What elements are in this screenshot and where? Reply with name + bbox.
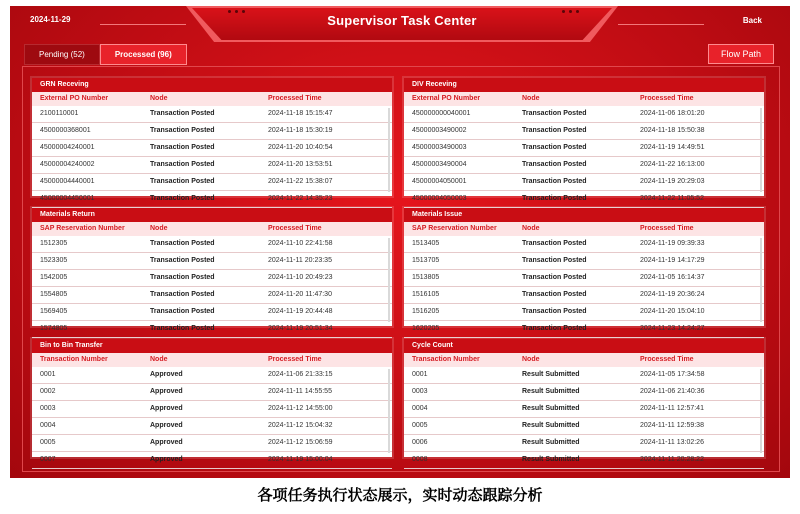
table-row[interactable] [404,452,764,469]
row-node: Result Submitted [522,388,580,395]
row-node: Transaction Posted [150,161,215,168]
panel-materials-return [32,208,392,332]
panel-bin-to-bin-transfer [32,339,392,463]
row-node: Transaction Posted [150,195,215,202]
row-time: 2024-11-19 14:49:51 [640,144,705,151]
row-id: 45000004050001 [412,178,467,185]
header-decoration-left [100,24,186,25]
column-headers [32,92,392,106]
row-id: 2100110001 [40,110,79,117]
row-id: 0008 [412,456,428,463]
column-header: External PO Number [40,95,109,102]
row-id: 0005 [412,422,428,429]
row-node: Transaction Posted [522,110,587,117]
row-node: Transaction Posted [522,161,587,168]
flow-path-button[interactable]: Flow Path [708,44,774,64]
table-row[interactable] [404,191,764,208]
column-header: SAP Reservation Number [412,225,497,232]
row-id: 0002 [40,388,56,395]
column-header: Processed Time [268,225,322,232]
row-node: Approved [150,371,183,378]
panel-scrollbar[interactable] [388,108,390,192]
row-node: Transaction Posted [150,274,215,281]
column-header: Processed Time [640,225,694,232]
row-id: 0006 [412,439,428,446]
row-node: Transaction Posted [150,178,215,185]
row-node: Transaction Posted [522,240,587,247]
row-node: Transaction Posted [522,195,587,202]
table-row[interactable] [32,367,392,384]
table-row[interactable] [404,287,764,304]
row-node: Transaction Posted [150,110,215,117]
row-id: 0003 [40,405,56,412]
row-time: 2024-11-22 11:05:52 [640,195,704,202]
column-header: Processed Time [640,95,694,102]
table-row[interactable] [32,157,392,174]
tab-pending[interactable]: Pending (52) [24,44,100,65]
current-date: 2024-11-29 [30,15,71,24]
row-id: 1513805 [412,274,440,281]
row-time: 2024-11-19 14:17:29 [640,257,705,264]
row-time: 2024-11-11 14:55:55 [268,388,332,395]
column-header: Node [522,356,540,363]
table-row[interactable] [404,253,764,270]
row-node: Transaction Posted [150,257,215,264]
column-header: Processed Time [268,95,322,102]
table-row[interactable] [404,140,764,157]
row-time: 2024-11-20 11:47:30 [268,291,332,298]
row-time: 2024-11-18 15:15:47 [268,110,333,117]
table-row[interactable] [32,106,392,123]
table-row[interactable] [404,106,764,123]
table-row[interactable] [32,236,392,253]
table-row[interactable] [32,304,392,321]
row-time: 2024-11-11 12:57:41 [640,405,704,412]
row-id: 1516205 [412,308,440,315]
row-node: Transaction Posted [522,257,587,264]
row-id: 1516105 [412,291,440,298]
row-id: 0004 [412,405,428,412]
row-time: 2024-11-20 15:04:10 [640,308,705,315]
table-row[interactable] [32,418,392,435]
panel-title: DIV Receving [404,78,764,92]
row-time: 2024-11-06 21:40:36 [640,388,705,395]
row-id: 450000000040001 [412,110,471,117]
panel-title: GRN Receving [32,78,392,92]
row-node: Transaction Posted [522,144,587,151]
row-id: 1512305 [40,240,68,247]
panel-scrollbar[interactable] [388,369,390,453]
table-row[interactable] [404,418,764,435]
panel-materials-issue [404,208,764,332]
panel-cycle-count [404,339,764,463]
row-time: 2024-11-20 13:53:51 [268,161,333,168]
column-headers [404,92,764,106]
row-id: 45000003490003 [412,144,467,151]
column-header: Transaction Number [40,356,108,363]
row-id: 45000004450001 [40,195,95,202]
row-time: 2024-11-05 17:34:58 [640,371,705,378]
status-tabs [24,44,187,65]
column-header: Node [522,95,540,102]
row-id: 0001 [412,371,428,378]
table-row[interactable] [32,401,392,418]
table-row[interactable] [404,304,764,321]
row-node: Result Submitted [522,439,580,446]
row-id: 45000004440001 [40,178,95,185]
row-node: Transaction Posted [150,144,215,151]
column-header: External PO Number [412,95,481,102]
row-node: Transaction Posted [522,127,587,134]
row-time: 2024-11-11 13:02:26 [640,439,704,446]
table-row[interactable] [404,157,764,174]
column-header: Transaction Number [412,356,480,363]
row-node: Transaction Posted [150,308,215,315]
row-id: 1523305 [40,257,68,264]
table-row[interactable] [32,321,392,338]
row-time: 2024-11-06 21:33:15 [268,371,333,378]
tab-processed[interactable]: Processed (96) [100,44,187,65]
table-row[interactable] [32,174,392,191]
column-header: Processed Time [268,356,322,363]
row-time: 2024-11-22 15:38:07 [268,178,333,185]
column-header: Node [150,356,168,363]
table-row[interactable] [404,270,764,287]
table-row[interactable] [32,435,392,452]
table-row[interactable] [404,123,764,140]
panel-title: Materials Issue [404,208,764,222]
table-row[interactable] [32,123,392,140]
row-node: Transaction Posted [522,274,587,281]
row-id: 45000004240001 [40,144,95,151]
row-id: 0001 [40,371,56,378]
top-bar [10,6,790,42]
row-node: Transaction Posted [522,291,587,298]
row-id: 1554805 [40,291,68,298]
table-row[interactable] [32,452,392,469]
row-time: 2024-11-20 10:40:54 [268,144,333,151]
table-row[interactable] [404,367,764,384]
row-id: 45000004050003 [412,195,467,202]
header-decoration-right [618,24,704,25]
figure-caption: 各项任务执行状态展示，实时动态跟踪分析 [257,486,543,504]
row-time: 2024-11-23 14:24:27 [640,325,705,332]
column-header: Node [150,95,168,102]
row-time: 2024-11-12 15:06:59 [268,439,333,446]
table-row[interactable] [404,236,764,253]
row-id: 1542005 [40,274,68,281]
row-time: 2024-11-06 18:01:20 [640,110,705,117]
row-time: 2024-11-19 15:00:04 [268,456,333,463]
row-id: 45000003490004 [412,161,467,168]
row-time: 2024-11-19 20:51:34 [268,325,333,332]
column-header: Node [150,225,168,232]
row-time: 2024-11-18 15:50:38 [640,127,705,134]
table-row[interactable] [404,384,764,401]
row-node: Transaction Posted [150,240,215,247]
row-id: 0004 [40,422,56,429]
row-node: Transaction Posted [522,325,587,332]
column-headers [32,353,392,367]
row-node: Approved [150,456,183,463]
row-id: 45000004240002 [40,161,95,168]
panel-div-receving [404,78,764,202]
row-time: 2024-11-18 15:30:19 [268,127,333,134]
panel-scrollbar[interactable] [760,108,762,192]
row-time: 2024-11-12 14:55:00 [268,405,333,412]
row-time: 2024-11-11 20:23:35 [268,257,332,264]
row-node: Result Submitted [522,456,580,463]
row-node: Approved [150,422,183,429]
dashboard-screen [10,6,790,478]
panel-scrollbar[interactable] [760,238,762,322]
row-node: Transaction Posted [522,308,587,315]
row-time: 2024-11-10 20:49:23 [268,274,333,281]
row-node: Approved [150,405,183,412]
row-node: Transaction Posted [150,127,215,134]
row-node: Transaction Posted [150,291,215,298]
table-row[interactable] [32,287,392,304]
row-id: 4500000368001 [40,127,91,134]
row-node: Result Submitted [522,405,580,412]
panel-title: Cycle Count [404,339,764,353]
row-time: 2024-11-11 20:28:22 [640,456,704,463]
row-id: 1513405 [412,240,440,247]
row-id: 1574805 [40,325,68,332]
row-time: 2024-11-11 12:59:38 [640,422,704,429]
table-row[interactable] [404,321,764,338]
table-row[interactable] [404,174,764,191]
row-id: 1620205 [412,325,440,332]
column-header: Processed Time [640,356,694,363]
back-button[interactable]: Back [742,16,762,25]
table-row[interactable] [32,191,392,208]
row-node: Result Submitted [522,422,580,429]
row-time: 2024-11-12 15:04:32 [268,422,333,429]
column-headers [404,222,764,236]
panel-grn-receving [32,78,392,202]
column-headers [404,353,764,367]
row-id: 0007 [40,456,56,463]
panel-scrollbar[interactable] [388,238,390,322]
row-time: 2024-11-05 16:14:37 [640,274,705,281]
row-time: 2024-11-19 20:44:48 [268,308,333,315]
table-row[interactable] [32,140,392,157]
row-node: Approved [150,439,183,446]
row-time: 2024-11-19 09:39:33 [640,240,705,247]
row-id: 45000003490002 [412,127,467,134]
row-id: 0005 [40,439,56,446]
row-id: 1569405 [40,308,68,315]
column-header: Node [522,225,540,232]
column-headers [32,222,392,236]
row-time: 2024-11-22 16:13:00 [640,161,705,168]
row-node: Transaction Posted [150,325,215,332]
column-header: SAP Reservation Number [40,225,125,232]
table-row[interactable] [404,435,764,452]
panel-scrollbar[interactable] [760,369,762,453]
table-row[interactable] [32,270,392,287]
row-id: 1513705 [412,257,440,264]
panel-title: Bin to Bin Transfer [32,339,392,353]
row-node: Transaction Posted [522,178,587,185]
table-row[interactable] [404,401,764,418]
panel-title: Materials Return [32,208,392,222]
row-node: Approved [150,388,183,395]
table-row[interactable] [32,384,392,401]
row-time: 2024-11-19 20:29:03 [640,178,705,185]
row-id: 0003 [412,388,428,395]
table-row[interactable] [32,253,392,270]
row-time: 2024-11-22 14:35:23 [268,195,333,202]
row-time: 2024-11-19 20:36:24 [640,291,705,298]
row-node: Result Submitted [522,371,580,378]
page-title: Supervisor Task Center [327,13,477,28]
row-time: 2024-11-10 22:41:58 [268,240,333,247]
